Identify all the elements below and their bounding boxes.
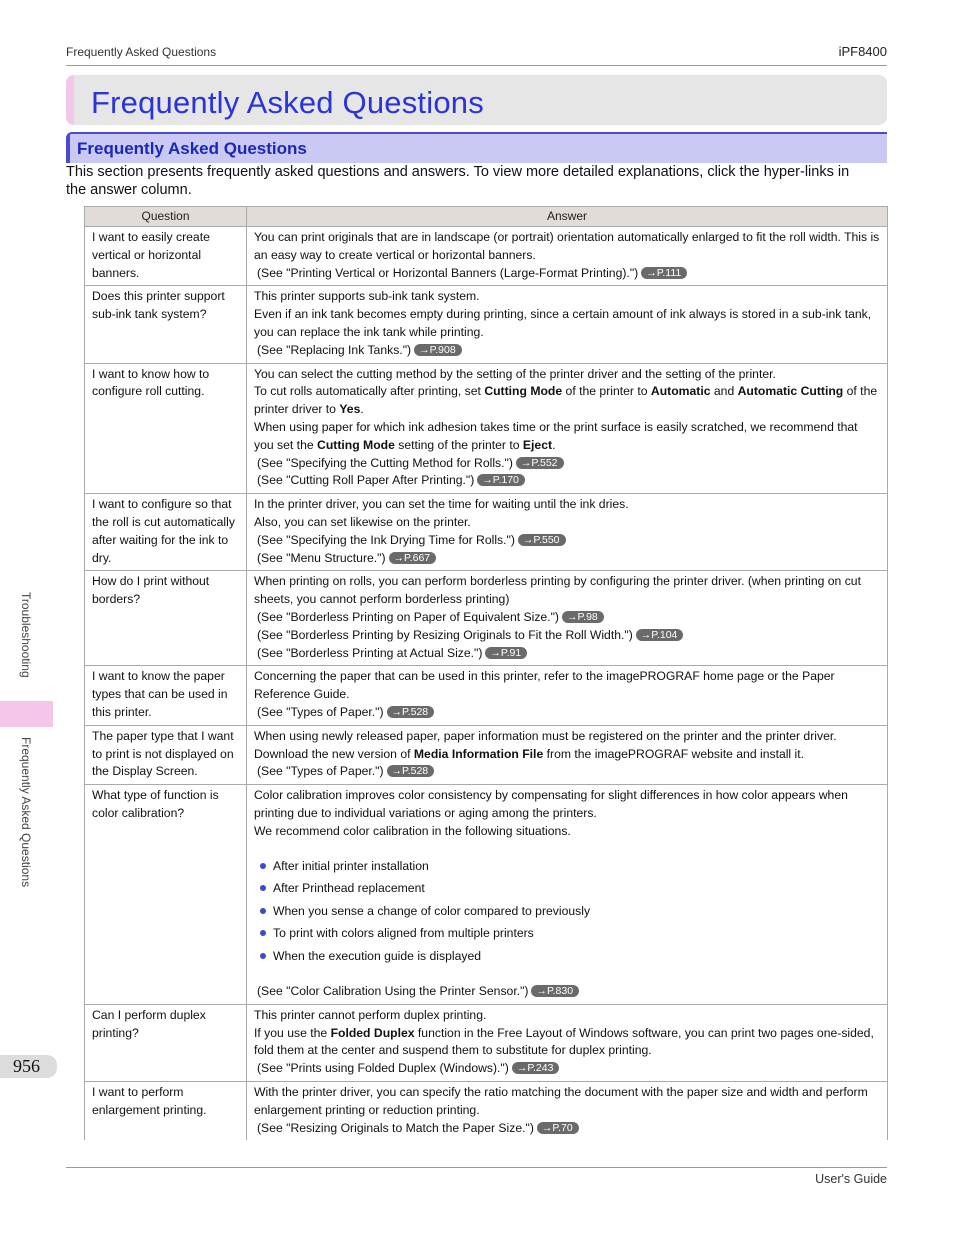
page-ref-badge[interactable]: →P.170 [477,474,525,486]
list-item: When the execution guide is displayed [260,945,880,968]
answer-text: We recommend color calibration in the following situations. [254,823,571,838]
answer-text: When printing on rolls, you can perform borderless printing by configuring the printer driver. (when printing on cut sheets, you cannot perform borderless printing) [254,574,861,607]
section-heading-notch [66,134,70,163]
question-text: I want to know how to configure roll cutting. [92,366,210,399]
question-cell [85,571,247,666]
intro-paragraph: This section presents frequently asked questions and answers. To view more detailed explanations, click the hyper-links in the answer column. [66,164,850,198]
page-ref-badge[interactable]: →P.528 [387,706,435,718]
answer-text: When using paper for which ink adhesion takes time or the print surface is easily scratched, we recommend that you set the Cutting Mode setting of the printer to Eject. [254,419,858,452]
answer-cell [247,1004,888,1081]
reference-text[interactable]: (See "Borderless Printing at Actual Size.") [257,645,483,660]
page-ref-badge[interactable]: →P.552 [516,457,564,469]
table-row [85,571,888,666]
page-ref-badge[interactable]: →P.908 [414,344,462,356]
reference-link[interactable] [254,983,880,1001]
section-heading-bar [66,132,887,163]
answer-text: If you use the Folded Duplex function in the Free Layout of Windows software, you can print two pages one-sided, fold them at the center and suspend them to substitute for duplex printing. [254,1025,874,1058]
page-ref-badge[interactable]: →P.830 [531,985,579,997]
reference-link[interactable] [254,1060,880,1078]
question-text: How do I print without borders? [92,574,210,607]
answer-text: When using newly released paper, paper information must be registered on the printer and the printer driver. [254,728,837,743]
reference-link[interactable] [254,645,880,663]
answer-cell [247,1081,888,1140]
answer-cell [247,571,888,666]
footer-guide-label: User's Guide [815,1172,887,1186]
page-ref-badge[interactable]: →P.91 [485,647,527,659]
answer-text: Also, you can set likewise on the printer. [254,514,471,529]
page-ref-badge[interactable]: →P.550 [518,534,566,546]
list-item: To print with colors aligned from multiple printers [260,922,880,945]
question-cell [85,494,247,571]
answer-cell [247,227,888,286]
answer-cell [247,725,888,784]
reference-text[interactable]: (See "Resizing Originals to Match the Paper Size.") [257,1120,534,1135]
answer-text: This printer cannot perform duplex printing. [254,1007,487,1022]
reference-link[interactable] [254,1120,880,1138]
section-heading: Frequently Asked Questions [77,139,307,158]
reference-link[interactable] [254,609,880,627]
sidebar-chapter-label[interactable]: Troubleshooting [19,592,33,678]
faq-table [84,206,888,1140]
question-text: I want to perform enlargement printing. [92,1084,207,1117]
page-title: Frequently Asked Questions [91,85,484,120]
reference-text[interactable]: (See "Types of Paper.") [257,764,384,779]
reference-text[interactable]: (See "Borderless Printing on Paper of Equivalent Size.") [257,609,559,624]
page-ref-badge[interactable]: →P.98 [562,611,604,623]
reference-text[interactable]: (See "Types of Paper.") [257,704,384,719]
table-row [85,494,888,571]
sidebar-section-label[interactable]: Frequently Asked Questions [19,737,33,888]
answer-text: Color calibration improves color consistency by compensating for slight differences in how color appears when printing due to individual variations or aging among the printers. [254,788,848,820]
page-ref-badge[interactable]: →P.70 [537,1122,579,1134]
page-ref-badge[interactable]: →P.104 [636,629,684,641]
sidebar-active-tab [0,701,53,727]
question-text: The paper type that I want to print is not displayed on the Display Screen. [92,728,234,779]
table-row [85,666,888,725]
table-row [85,725,888,784]
title-accent [66,75,74,125]
answer-text: Even if an ink tank becomes empty during printing, since a certain amount of ink always is stored in a sub-ink tank, you can replace the ink tank while printing. [254,307,872,339]
table-row [85,286,888,363]
page-ref-badge[interactable]: →P.528 [387,765,435,777]
question-cell [85,1081,247,1140]
table-row [85,1004,888,1081]
question-cell [85,1004,247,1081]
answer-text: You can select the cutting method by the setting of the printer driver and the setting of the printer. [254,366,776,381]
question-cell [85,363,247,494]
reference-text[interactable]: (See "Cutting Roll Paper After Printing.") [257,473,475,488]
list-item: After initial printer installation [260,855,880,878]
question-cell [85,725,247,784]
question-text: What type of function is color calibration? [92,788,219,820]
reference-link[interactable] [254,763,880,781]
question-text: I want to know the paper types that can be used in this printer. [92,669,228,719]
reference-link[interactable] [254,472,880,490]
reference-text[interactable]: (See "Menu Structure.") [257,550,386,565]
answer-cell [247,286,888,363]
reference-link[interactable] [254,704,880,722]
answer-text: Download the new version of Media Information File from the imagePROGRAF website and install it. [254,746,805,761]
question-cell [85,666,247,725]
reference-text[interactable]: (See "Prints using Folded Duplex (Windows).") [257,1061,509,1076]
reference-link[interactable] [254,342,880,360]
table-row [85,1081,888,1140]
reference-link[interactable] [254,455,880,473]
reference-text[interactable]: (See "Replacing Ink Tanks.") [257,342,412,357]
reference-text[interactable]: (See "Color Calibration Using the Printer Sensor.") [257,984,529,998]
answer-cell [247,494,888,571]
table-row [85,363,888,494]
answer-text: Concerning the paper that can be used in this printer, refer to the imagePROGRAF home page or the Paper Reference Guide. [254,669,835,702]
chapter-title-box [66,75,887,125]
answer-text: This printer supports sub-ink tank system. [254,289,480,304]
reference-link[interactable] [254,532,880,550]
answer-text: You can print originals that are in landscape (or portrait) orientation automatically enlarged to fit the roll width. This is an easy way to create vertical or horizontal banners. [254,230,880,262]
list-item: After Printhead replacement [260,877,880,900]
reference-text[interactable]: (See "Borderless Printing by Resizing Originals to Fit the Roll Width.") [257,627,633,642]
reference-link[interactable] [254,627,880,645]
reference-link[interactable] [254,550,880,568]
answer-text: To cut rolls automatically after printing, set Cutting Mode of the printer to Automatic and Automatic Cutting of the printer driver to Yes. [254,384,878,417]
question-cell [85,227,247,286]
table-header-row [85,207,888,227]
reference-text[interactable]: (See "Specifying the Ink Drying Time for Rolls.") [257,532,515,547]
page-ref-badge[interactable]: →P.111 [641,267,687,279]
reference-text[interactable]: (See "Specifying the Cutting Method for Rolls.") [257,455,513,470]
answer-cell [247,666,888,725]
page-number: 956 [0,1055,57,1078]
column-header-question: Question [85,207,247,227]
page-ref-badge[interactable]: →P.667 [389,552,437,564]
reference-text[interactable]: (See "Printing Vertical or Horizontal Banners (Large-Format Printing).") [257,265,639,280]
answer-text: With the printer driver, you can specify the ratio matching the document with the paper size and width and perform enlargement printing or reduction printing. [254,1084,868,1117]
question-text: I want to easily create vertical or horizontal banners. [92,230,210,280]
running-header-model: iPF8400 [838,44,887,59]
list-item: When you sense a change of color compared to previously [260,900,880,923]
answer-cell [247,785,888,1005]
question-text: Can I perform duplex printing? [92,1007,206,1040]
question-cell [85,785,247,1005]
footer-rule [66,1167,887,1168]
question-cell [85,286,247,363]
running-header-section: Frequently Asked Questions [66,45,217,59]
answer-cell [247,363,888,494]
page-ref-badge[interactable]: →P.243 [512,1062,560,1074]
header-rule [66,65,887,66]
bullet-list [254,855,880,968]
question-text: I want to configure so that the roll is cut automatically after waiting for the ink to dry. [92,497,235,565]
table-row [85,785,888,1005]
table-row [85,227,888,286]
column-header-answer: Answer [247,207,888,227]
answer-text: In the printer driver, you can set the time for waiting until the ink dries. [254,497,629,512]
question-text: Does this printer support sub-ink tank system? [92,289,225,322]
reference-link[interactable] [254,265,880,283]
